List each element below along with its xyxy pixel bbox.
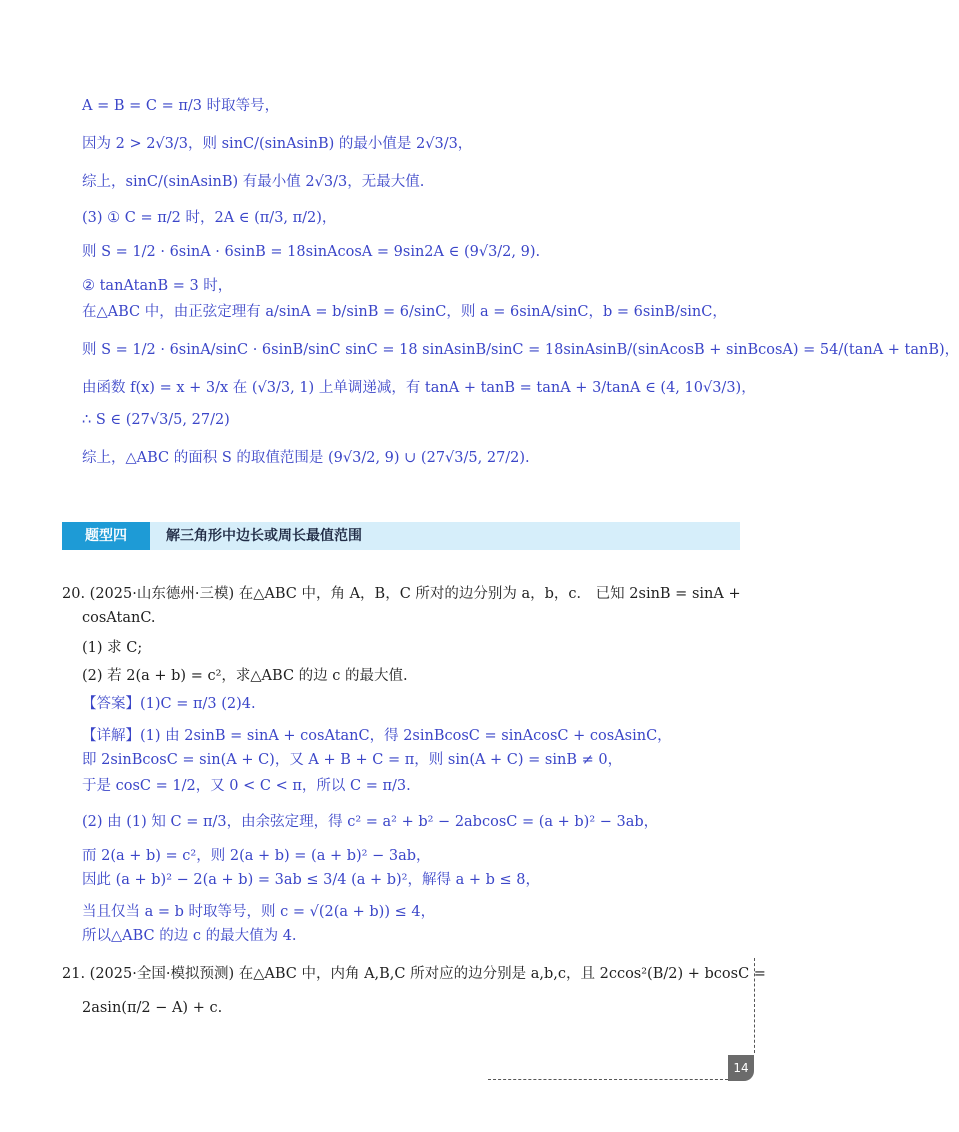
solution-line: 则 S = 1/2 · 6sinA/sinC · 6sinB/sinC sinC = 18 sinAsinB/sinC = 18sinAsinB/(sinAcosB + sinBcosA) = 54/(tanA + tanB)，: [82, 342, 959, 358]
detail-line: 即 2sinBcosC = sin(A + C)，又 A + B + C = π，则 sin(A + C) = sinB ≠ 0，: [82, 752, 623, 768]
problem-20-question-2: (2) 若 2(a + b) = c²，求△ABC 的边 c 的最大值.: [82, 668, 408, 684]
problem-20-question-1: (1) 求 C;: [82, 640, 143, 656]
problem-20-line1: 20. (2025·山东德州·三模) 在△ABC 中，角 A，B，C 所对的边分别为 a，b，c． 已知 2sinB = sinA +: [62, 586, 741, 602]
detail-line: 因此 (a + b)² − 2(a + b) = 3ab ≤ 3/4 (a + b)²，解得 a + b ≤ 8，: [82, 872, 540, 888]
page-border-dashed-vertical: [754, 958, 755, 1053]
solution-line: 综上，sinC/(sinAsinB) 有最小值 2√3/3，无最大值.: [82, 174, 425, 190]
detail-line: 所以△ABC 的边 c 的最大值为 4.: [82, 928, 297, 944]
problem-21-line2: 2asin(π/2 − A) + c.: [82, 1000, 223, 1016]
problem-20-line2: cosAtanC.: [82, 610, 156, 626]
section-label: 题型四: [62, 522, 150, 550]
detail-line: 当且仅当 a = b 时取等号，则 c = √(2(a + b)) ≤ 4，: [82, 904, 436, 920]
solution-line: A = B = C = π/3 时取等号，: [82, 98, 280, 114]
answer-20: 【答案】(1)C = π/3 (2)4.: [82, 696, 256, 712]
solution-line: ∴ S ∈ (27√3/5, 27/2): [82, 412, 230, 428]
solution-line: 因为 2 > 2√3/3，则 sinC/(sinAsinB) 的最小值是 2√3/3，: [82, 136, 473, 152]
page-number: 14: [728, 1055, 754, 1081]
problem-21-line1: 21. (2025·全国·模拟预测) 在△ABC 中，内角 A,B,C 所对应的边分别是 a,b,c，且 2ccos²(B/2) + bcosC =: [62, 966, 766, 982]
solution-line: 则 S = 1/2 · 6sinA · 6sinB = 18sinAcosA = 9sin2A ∈ (9√3/2, 9).: [82, 244, 541, 260]
solution-line: (3) ① C = π/2 时，2A ∈ (π/3, π/2)，: [82, 210, 337, 226]
detail-line: 【详解】(1) 由 2sinB = sinA + cosAtanC，得 2sinBcosC = sinAcosC + cosAsinC，: [82, 728, 672, 744]
solution-line: 综上，△ABC 的面积 S 的取值范围是 (9√3/2, 9) ∪ (27√3/5, 27/2).: [82, 450, 530, 466]
page-border-dashed-horizontal: [488, 1079, 728, 1080]
detail-line: 而 2(a + b) = c²，则 2(a + b) = (a + b)² − 3ab，: [82, 848, 431, 864]
section-header: [62, 522, 740, 550]
solution-line: 在△ABC 中，由正弦定理有 a/sinA = b/sinB = 6/sinC，则 a = 6sinA/sinC，b = 6sinB/sinC，: [82, 304, 727, 320]
solution-line: ② tanAtanB = 3 时，: [82, 278, 233, 294]
solution-line: 由函数 f(x) = x + 3/x 在 (√3/3, 1) 上单调递减，有 tanA + tanB = tanA + 3/tanA ∈ (4, 10√3/3)，: [82, 380, 756, 396]
detail-line: (2) 由 (1) 知 C = π/3，由余弦定理，得 c² = a² + b² − 2abcosC = (a + b)² − 3ab，: [82, 814, 659, 830]
detail-line: 于是 cosC = 1/2，又 0 < C < π，所以 C = π/3.: [82, 778, 411, 794]
section-title: 解三角形中边长或周长最值范围: [166, 528, 362, 544]
